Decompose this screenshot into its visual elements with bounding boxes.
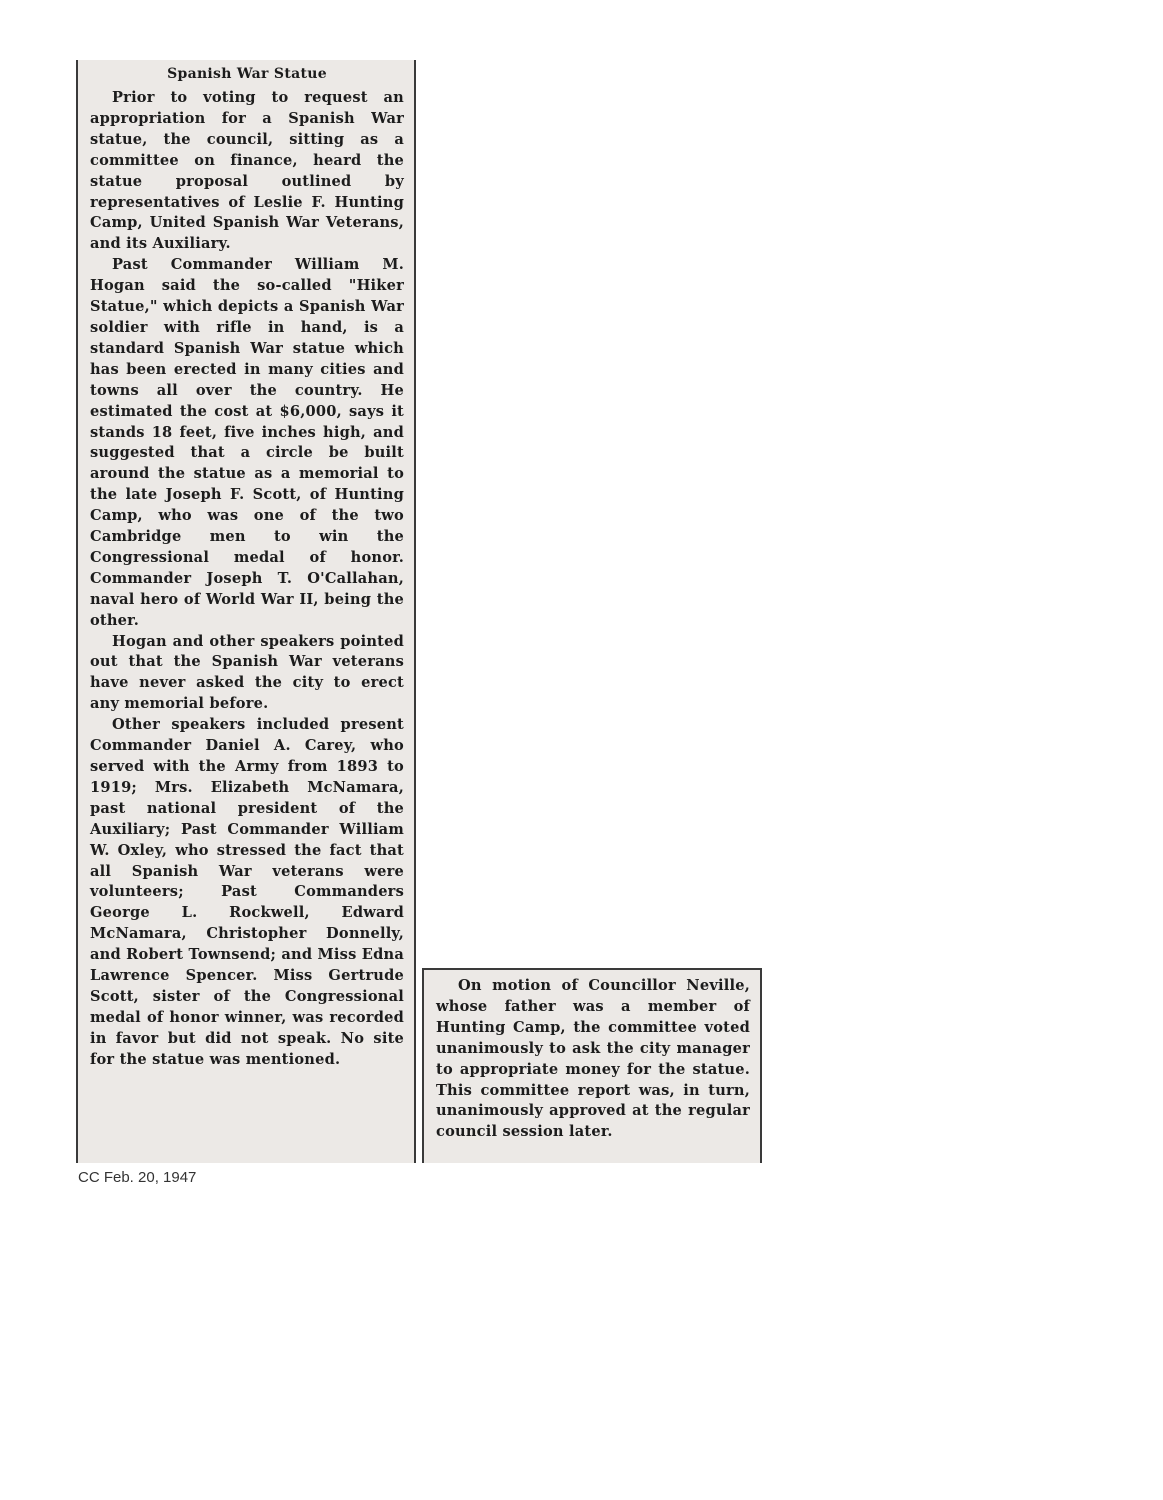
article-headline: Spanish War Statue [167,66,327,82]
newspaper-clipping-continuation [422,968,762,1163]
article-paragraph-4: Other speakers included present Commander Daniel A. Carey, who served with the Army from 1893 to 1919; Mrs. Elizabeth McNamara, past national president of the Auxiliary; Past Commander William W. Oxley, who stressed the fact that all Spanish War veterans were volunteers; Past Commanders George L. Rockwell, Edward McNamara, Christopher Donnelly, and Robert Townsend; and Miss Edna Lawrence Spencer. Miss Gertrude Scott, sister of the Congressional medal of honor winner, was recorded in favor but did not speak. No site for the statue was mentioned. [90,716,404,1068]
newspaper-clipping-main [76,60,416,1163]
article-paragraph-3: Hogan and other speakers pointed out that the Spanish War veterans have never asked the city to erect any memorial before. [90,632,404,713]
article-paragraph-1: Prior to voting to request an appropriation for a Spanish War statue, the council, sitting as a committee on finance, heard the statue proposal outlined by representatives of Leslie F. Hunting Camp, United Spanish War Veterans, and its Auxiliary. [90,89,404,253]
article-paragraph-2: Past Commander William M. Hogan said the so-called "Hiker Statue," which depicts a Spanish War soldier with rifle in hand, is a standard Spanish War statue which has been erected in many cities and towns all over the country. He estimated the cost at $6,000, says it stands 18 feet, five inches high, and suggested that a circle be built around the statue as a memorial to the late Joseph F. Scott, of Hunting Camp, who was one of the two Cambridge men to win the Congressional medal of honor. Commander Joseph T. O'Callahan, naval hero of World War II, being the other. [90,256,404,629]
article-continuation-paragraph: On motion of Councillor Neville, whose father was a member of Hunting Camp, the committee voted unanimously to ask the city manager to appropriate money for the statue. This committee report was, in turn, unanimously approved at the regular council session later. [436,977,750,1141]
source-caption: CC Feb. 20, 1947 [78,1169,197,1186]
